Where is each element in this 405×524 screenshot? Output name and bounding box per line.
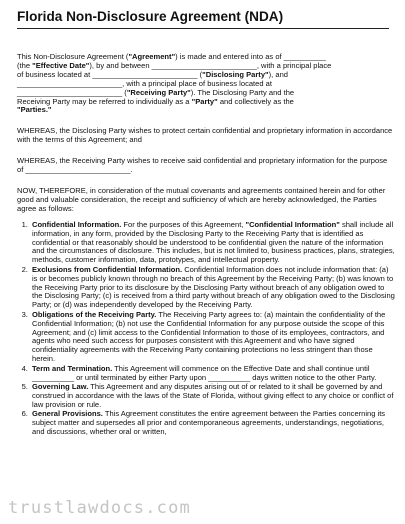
clause-list [17,221,395,437]
clause-heading: Confidential Information. [32,219,122,229]
clause-item [30,410,395,437]
now-therefore-paragraph: NOW, THEREFORE, in consideration of the mutual covenants and agreements contained herein and for other good and valuable consideration, the receipt and sufficiency of which are hereby acknowledged, the Parties agree as follows: [17,185,386,213]
intro-text: ), and [268,69,288,79]
intro-text: of business located at _________________________ ( [17,69,203,79]
clause-text: This Agreement will commence on the Effective Date and shall continue until __________ or until terminated by either Party upon __________ days written notice to the other Party. [32,363,377,382]
disclosing-party-term: "Disclosing Party" [202,69,269,79]
whereas-paragraph-1: WHEREAS, the Disclosing Party wishes to protect certain confidential and proprietary information in accordance with the terms of this Agreement; and [17,126,393,145]
clause-heading: Obligations of the Receiving Party. [32,309,157,319]
clause-item [30,383,395,410]
clause-heading: General Provisions. [32,409,103,419]
clause-item [30,311,395,364]
clause-text: For the purposes of this Agreement, [121,219,246,229]
clause-item [30,221,395,266]
effective-date-term: "Effective Date" [32,60,90,70]
intro-text: ), by and between _________________________, with a principal place [89,60,332,70]
clause-text: This Agreement constitutes the entire agreement between the Parties concerning its subject matter and supersedes all prior and contemporaneous agreements, understandings, negotiations, and discussions, whether oral or written, [32,409,386,437]
clause-item [30,266,395,311]
intro-text: _________________________, with a principal place of business located at [17,78,272,88]
title-divider [17,28,389,29]
intro-text: ). The Disclosing Party and the [190,87,295,97]
intro-text: This Non-Disclosure Agreement ( [17,52,129,61]
whereas-paragraph-2: WHEREAS, the Receiving Party wishes to receive said confidential and proprietary information for the purpose of _________________________. [17,156,388,175]
clause-text: shall include all information, in any form, provided by the Disclosing Party to the Receiving Party that is identified as confidential or that reasonably should be understood to be confidential given the nature of the information and the circumstances of disclosure. This includes, but is not limited to, business practices, plans, strategies, methods, customer information, data, prototypes, and intellectual property. [32,219,395,265]
agreement-term: "Agreement" [128,52,176,61]
intro-text: ) is made and entered into as of __________ [175,52,326,61]
document-title: Florida Non-Disclosure Agreement (NDA) [17,9,284,24]
clause-heading: Exclusions from Confidential Information. [32,264,183,274]
document-page [17,0,395,437]
intro-text: _________________________ ( [17,87,127,97]
clause-item [30,365,395,383]
receiving-party-term: "Receiving Party" [126,87,191,97]
party-term: "Party" [191,96,218,106]
clause-term: "Confidential Information" [245,219,340,229]
intro-text: and collectively as the [217,96,294,106]
clause-text: Confidential Information does not include information that: (a) is or becomes publicly known through no breach of this Agreement by the Receiving Party; (b) was known to the Receiving Party prior to its disclosure by the Disclosing Party without breach of any obligation owed to the Disclosing Party; (c) is received from a third party without breach of any obligation owed to the Disclosing Party; or (d) was independently developed by the Receiving Party. [32,264,395,310]
clause-text: The Receiving Party agrees to: (a) maintain the confidentiality of the Confidential Information; (b) not use the Confidential Information for any purpose outside the scope of this Agreement; and (c) limit access to the Confidential Information to those of its employees, contractors, and agents who need such access for purposes consistent with this Agreement and who have signed confidentiality agreements with the Receiving Party containing protections no less stringent than those herein. [32,309,386,364]
parties-term: "Parties." [17,105,52,115]
watermark-text: trustlawdocs.com [8,498,191,518]
clause-text: This Agreement and any disputes arising out of or related to it shall be governed by and construed in accordance with the laws of the State of Florida, without giving effect to any choice or conflict of law provision or rule. [32,382,394,409]
clause-heading: Governing Law. [32,382,89,391]
clause-heading: Term and Termination. [32,363,113,373]
intro-paragraph [17,53,395,115]
intro-text: Receiving Party may be referred to individually as a [17,96,192,106]
intro-text: (the [17,60,33,70]
